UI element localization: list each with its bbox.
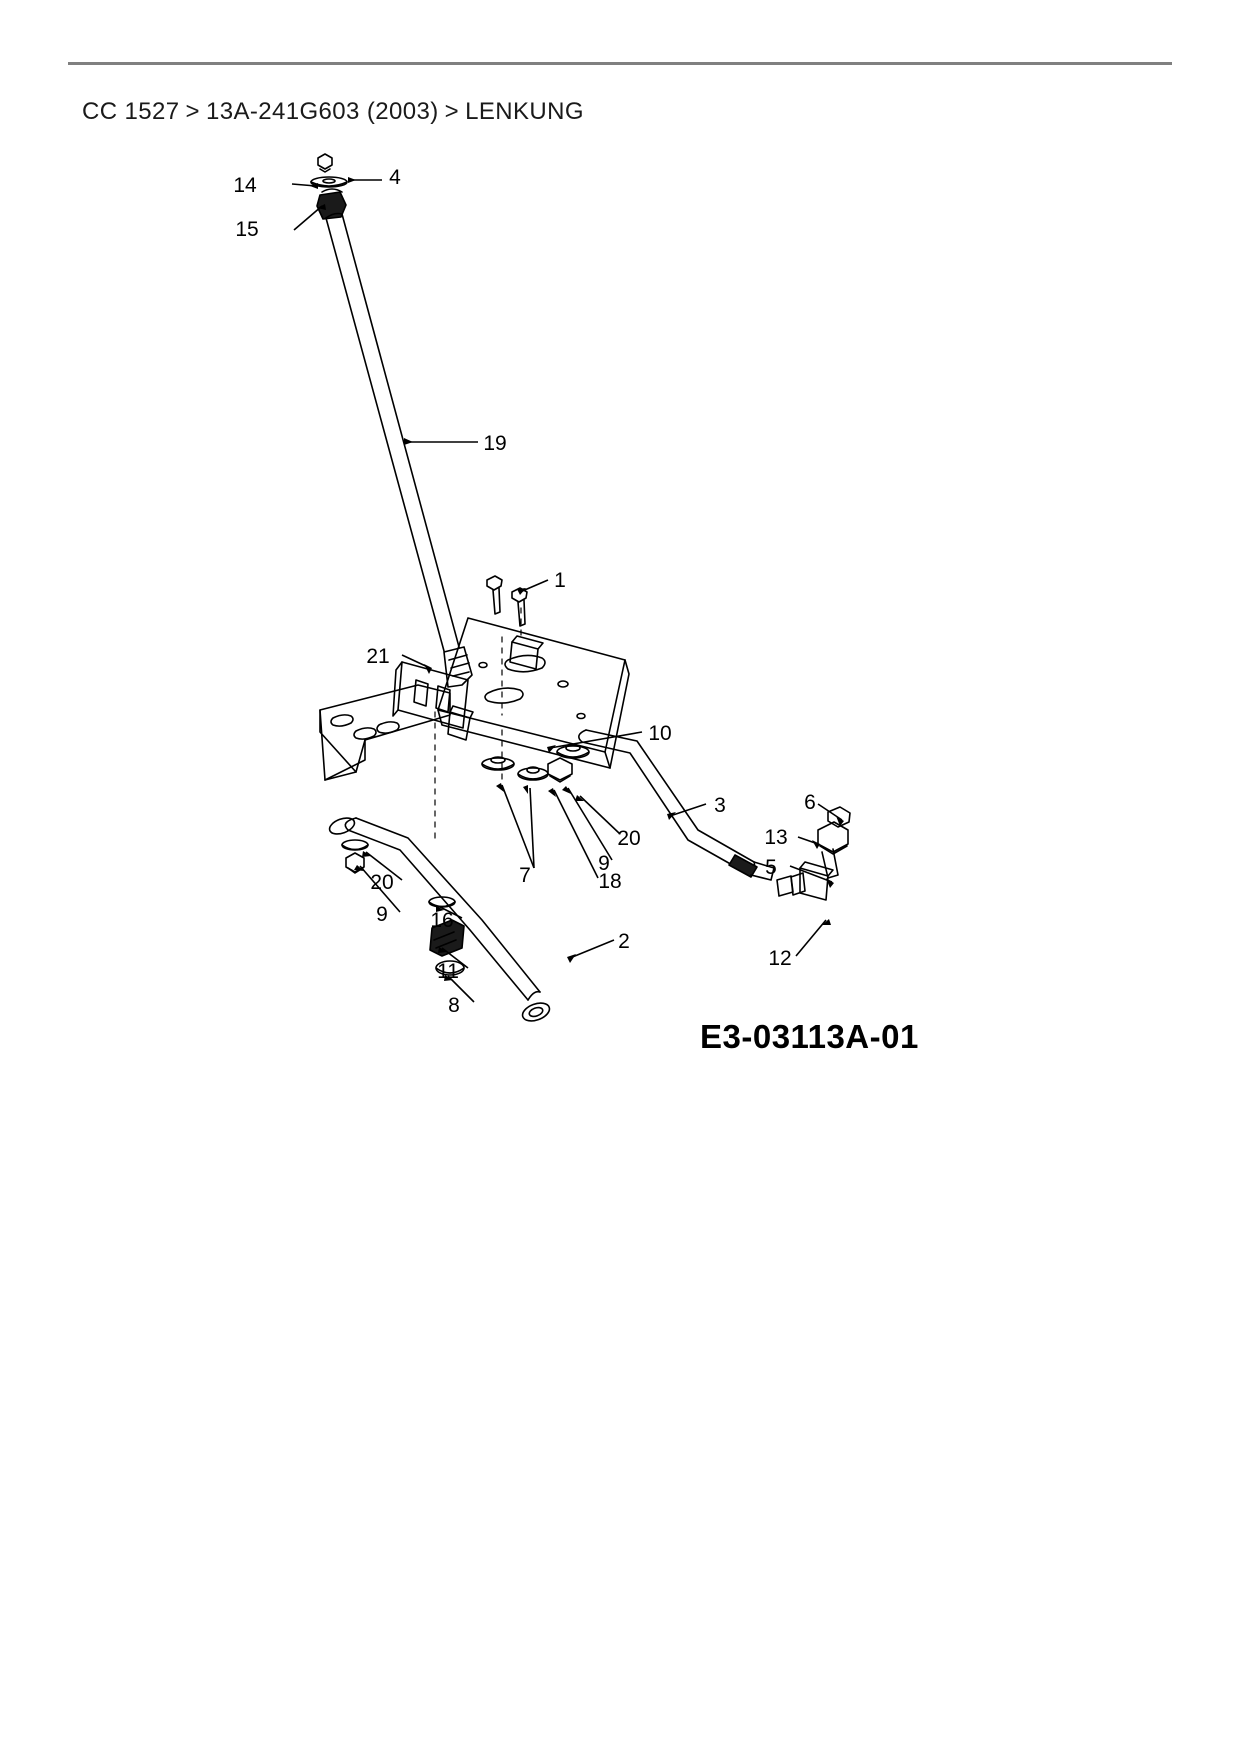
callout-21: 21 <box>366 645 390 668</box>
breadcrumb-model[interactable]: CC 1527 <box>82 98 180 125</box>
callout-8: 8 <box>448 994 460 1017</box>
header-divider <box>68 62 1172 65</box>
breadcrumb-section[interactable]: LENKUNG <box>465 98 584 125</box>
callout-7: 7 <box>519 864 531 887</box>
callout-6: 6 <box>804 791 816 814</box>
breadcrumb-part-number[interactable]: 13A-241G603 (2003) <box>205 98 439 125</box>
drawing-code: E3-03113A-01 <box>700 1018 919 1055</box>
frame-rail <box>320 685 450 780</box>
callout-14: 14 <box>233 174 257 197</box>
breadcrumb-separator-2: > <box>444 98 460 125</box>
exploded-parts-diagram <box>150 140 1090 1080</box>
callout-5: 5 <box>765 856 777 879</box>
callout-9-right: 9 <box>598 852 610 875</box>
callout-11: 11 <box>437 960 459 983</box>
breadcrumb <box>82 98 584 126</box>
bushing-hardware-cluster <box>482 745 589 782</box>
callout-1: 1 <box>554 569 566 592</box>
callout-12: 12 <box>768 947 792 970</box>
breadcrumb-separator-1: > <box>185 98 200 125</box>
callout-18: 18 <box>598 870 622 893</box>
callout-15: 15 <box>235 218 259 241</box>
steering-shaft <box>326 214 472 688</box>
callout-13: 13 <box>764 826 788 849</box>
callout-3: 3 <box>714 794 726 817</box>
callout-19: 19 <box>483 432 507 455</box>
callout-20-left: 20 <box>370 871 394 894</box>
callout-10: 10 <box>648 722 672 745</box>
callout-2: 2 <box>618 930 630 953</box>
callout-4: 4 <box>389 166 401 189</box>
callout-20-right: 20 <box>617 827 641 850</box>
callout-9-left: 9 <box>376 903 388 926</box>
callout-16: 16 <box>430 909 454 932</box>
